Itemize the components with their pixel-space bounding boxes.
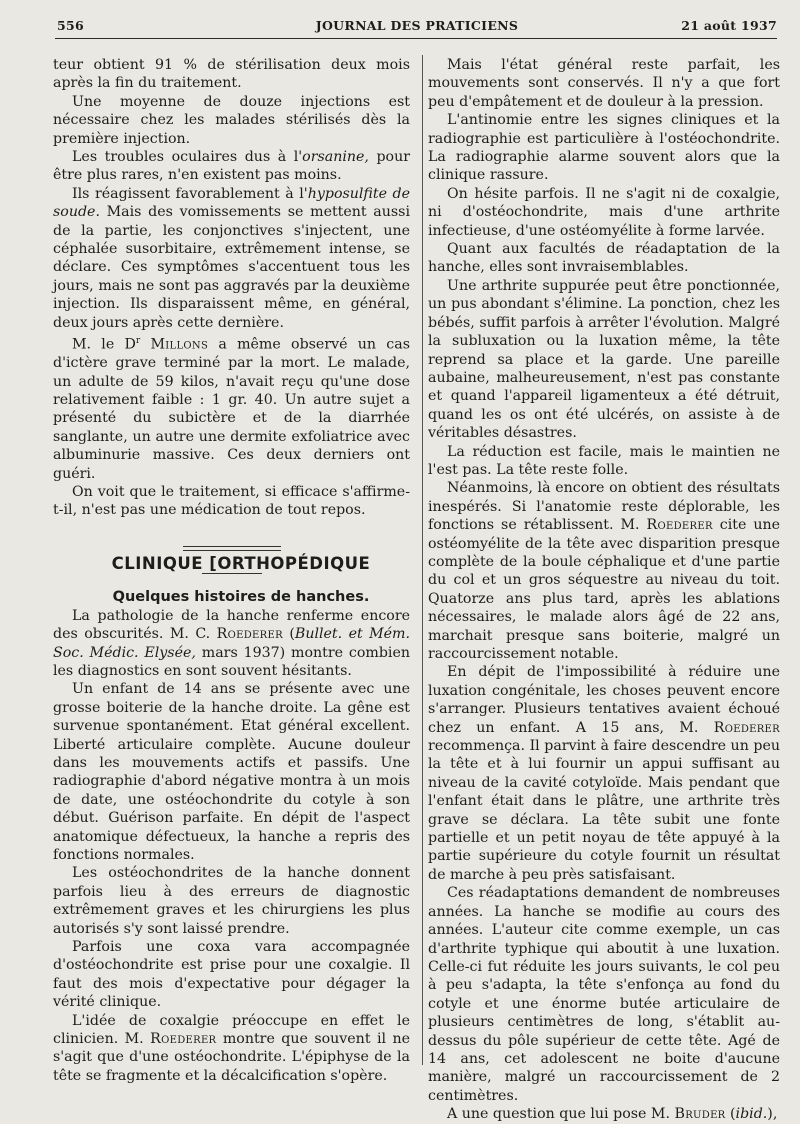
- paragraph: L'antinomie entre les signes cliniques et la radiographie est particulière à l'ostéochondrite. La radiographie alarme souvent alors que la clinique rassure.: [428, 112, 780, 184]
- author-name: Roederer: [713, 719, 780, 736]
- header-rule: [55, 38, 777, 39]
- author-name: Roederer: [646, 517, 713, 534]
- section-separator: [183, 546, 281, 551]
- paragraph: La pathologie de la hanche renferme encore des obscurités. M. C. Roederer (Bullet. et Mém. Soc. Médic. Elysée, mars 1937) montre combien les diagnostics en sont souvent hésitants.: [53, 607, 411, 679]
- paragraph: On voit que le traitement, si efficace s'affirme-t-il, n'est pas une médication de tout repos.: [53, 484, 410, 519]
- issue-date: 21 août 1937: [681, 18, 777, 33]
- paragraph: Les ostéochondrites de la hanche donnent parfois lieu à des erreurs de diagnostic extrêmement graves et les chirurgiens les plus autorisés s'y sont laissé prendre.: [53, 865, 410, 937]
- journal-title: JOURNAL DES PRATICIENS: [315, 18, 519, 33]
- paragraph: En dépit de l'impossibilité à réduire une luxation congénitale, les choses peuvent encore s'arranger. Plusieurs tentatives avaient échoué chez un enfant. A 15 ans, M. Roederer recommença. Il parvint à faire descendre un peu la tête et à lui fournir un appui suffisant au niveau de la cavité cotyloïde. Mais pendant que l'enfant était dans le plâtre, une arthrite très grave se déclara. La tête subit une fonte partielle et un petit noyau de tête appuyé à la partie supérieure du cotyle fournit un résultat de marche à peu près satisfaisant.: [428, 664, 780, 883]
- page-number: 556: [57, 18, 84, 33]
- paragraph: Ces réadaptations demandent de nombreuses années. La hanche se modifie au cours des années. L'auteur cite comme exemple, un cas d'arthrite typhique qui aboutit à une luxation. Celle-ci fut réduite les jours suivants, le col peu à peu s'adapta, la tête s'enfonça au fond du cotyle et une énorme butée articulaire de plusieurs centimètres de long, s'établit au-dessus du pôle supérieur de cette tête. Agé de 14 ans, cet adolescent ne boite d'aucune manière, malgré un raccourcissement de 2 centimètres.: [428, 885, 780, 1104]
- right-column: [428, 56, 780, 1124]
- paragraph: M. le $D^r$ Millons a même observé un cas d'ictère grave terminé par la mort. Le malade, un adulte de 59 kilos, n'avait reçu qu'une dose relativement faible : 1 gr. 40. Un autre sujet a présenté du subictère et de la diarrhée sanglante, un autre une dermite exfoliatrice avec albuminurie massive. Ces deux derniers ont guéri.: [53, 336, 410, 482]
- author-name: Roederer: [216, 626, 283, 643]
- paragraph: Ils réagissent favorablement à l'hyposulfite de soude. Mais des vomissements se mettent aussi de la partie, les conjonctives s'injectent, une céphalée susorbitaire, extrêmement intense, se déclare. Ces symptômes s'accentuent tous les jours, mais ne sont pas aggravés par la deuxième injection. Ils disparaissent même, en général, deux jours après cette dernière.: [53, 185, 411, 331]
- paragraph: L'idée de coxalgie préoccupe en effet le clinicien. M. Roederer montre que souvent il ne s'agit que d'une ostéochondrite. L'épiphyse de la tête se fragmente et la décalcification s'opère.: [53, 1012, 410, 1084]
- paragraph: teur obtient 91 % de stérilisation deux mois après la fin du traitement.: [53, 57, 410, 92]
- author-name: Millons: [150, 336, 209, 353]
- author-name: Bruder: [674, 1106, 726, 1123]
- left-column: [53, 56, 410, 1085]
- paragraph: A une question que lui pose M. Bruder (ibid.),: [447, 1106, 778, 1123]
- article-title: Quelques histoires de hanches.: [112, 589, 370, 606]
- paragraph: Les troubles oculaires dus à l'orsanine, pour être plus rares, n'en existent pas moins.: [53, 149, 410, 184]
- column-divider: [422, 55, 423, 1065]
- section-title: CLINIQUE [ORTHOPÉDIQUE: [111, 553, 371, 573]
- running-header: [57, 18, 777, 38]
- paragraph: On hésite parfois. Il ne s'agit ni de coxalgie, ni d'ostéochondrite, mais d'une arthrite infectieuse, d'une ostéomyélite à forme larvée.: [428, 185, 780, 239]
- paragraph: Une moyenne de douze injections est nécessaire chez les malades stérilisés dès la première injection.: [53, 93, 410, 147]
- paragraph: Mais l'état général reste parfait, les mouvements sont conservés. Il n'y a que fort peu d'empâtement et de douleur à la pression.: [428, 57, 780, 110]
- paragraph: Néanmoins, là encore on obtient des résultats inespérés. Si l'anatomie reste déplorable, les fonctions se rétablissent. M. Roederer cite une ostéomyélite de la tête avec disparition presque complète de la boule céphalique et d'une partie du col et un gros séquestre au niveau du toit. Quatorze ans plus tard, après les ablations nécessaires, le malade alors âgé de 22 ans, marchait presque sans boiterie, malgré un raccourcissement notable.: [428, 480, 780, 662]
- author-name: Roederer: [150, 1031, 217, 1048]
- paragraph: Quant aux facultés de réadaptation de la hanche, elles sont invraisemblables.: [428, 241, 780, 276]
- paragraph: Une arthrite suppurée peut être ponctionnée, un pus abondant s'élimine. La ponction, chez les bébés, suffit parfois à arrêter l'évolution. Malgré la subluxation ou la luxation même, la tête reprend sa place et la garde. Une pareille aubaine, malheureusement, n'est pas constante et quand l'appareil ligamenteux a été détruit, quand les os ont été ulcérés, on assiste à de véritables désastres.: [428, 277, 780, 442]
- paragraph: La réduction est facile, mais le maintien ne l'est pas. La tête reste folle.: [428, 443, 780, 478]
- title-rule: [202, 573, 262, 574]
- paragraph: Un enfant de 14 ans se présente avec une grosse boiterie de la hanche droite. La gêne est survenue spontanément. Etat général excellent. Liberté articulaire complète. Aucune douleur dans les mouvements actifs et passifs. Une radiographie d'abord négative montra à un mois de date, une ostéochondrite du cotyle à son début. Guérison parfaite. En dépit de l'aspect anatomique défectueux, la hanche a repris des fonctions normales.: [53, 681, 410, 863]
- paragraph: Parfois une coxa vara accompagnée d'ostéochondrite est prise pour une coxalgie. Il faut des mois d'expectative pour dégager la vérité clinique.: [53, 939, 410, 1011]
